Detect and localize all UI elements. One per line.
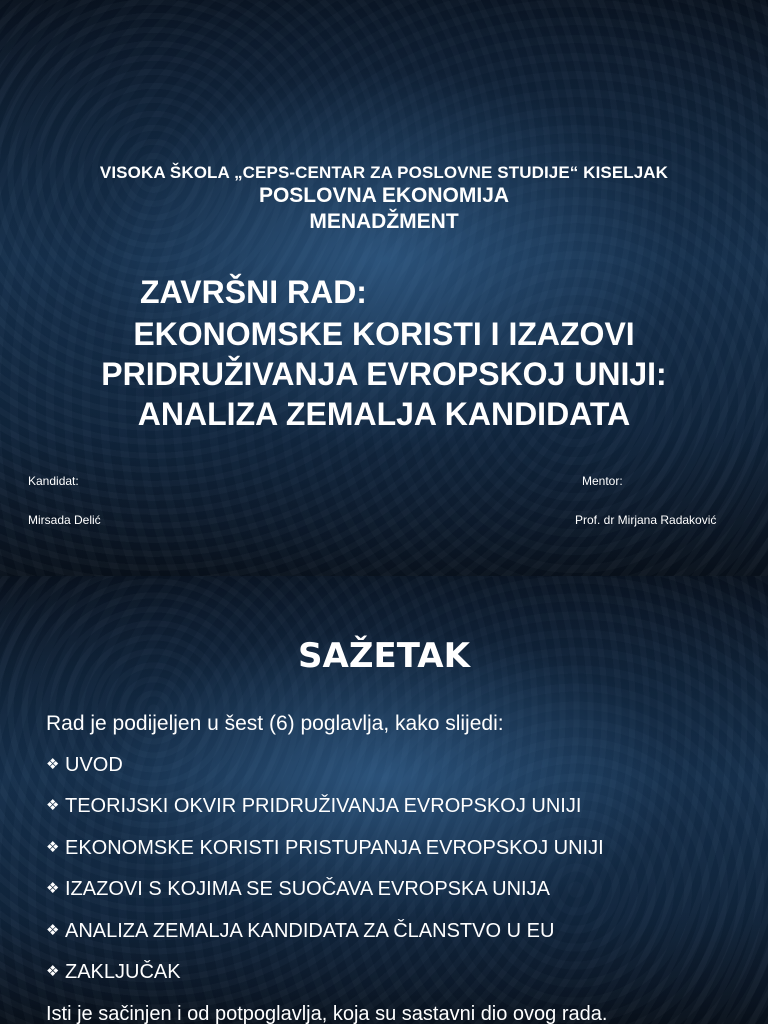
list-item [46,920,604,961]
chapter-label: ANALIZA ZEMALJA KANDIDATA ZA ČLANSTVO U EU [65,919,555,942]
thesis-title-line-1: EKONOMSKE KORISTI I IZAZOVI [133,316,635,352]
mentor-label: Mentor: [582,474,623,488]
summary-title: SAŽETAK [298,636,470,676]
candidate-name: Mirsada Delić [28,513,101,527]
school-name: VISOKA ŠKOLA „CEPS-CENTAR ZA POSLOVNE STUDIJE“ KISELJAK [99,163,669,182]
chapter-label: EKONOMSKE KORISTI PRISTUPANJA EVROPSKOJ UNIJI [65,836,604,859]
diamond-bullet-icon: ❖ [46,755,60,773]
chapter-list [46,754,604,1002]
program-line-1: POSLOVNA EKONOMIJA [258,184,510,207]
list-item [46,837,604,878]
chapter-label: ZAKLJUČAK [65,960,181,983]
chapter-label: TEORIJSKI OKVIR PRIDRUŽIVANJA EVROPSKOJ UNIJI [65,795,582,818]
chapter-label: UVOD [65,754,123,776]
thesis-title-line-3: ANALIZA ZEMALJA KANDIDATA [137,396,631,432]
list-item [46,795,604,836]
summary-slide [0,576,768,1024]
study-program [0,183,768,235]
thesis-title [0,314,768,434]
thesis-label: ZAVRŠNI RAD: [140,274,367,310]
candidate-label: Kandidat: [28,474,79,488]
summary-outro: Isti je sačinjen i od potpoglavlja, koja su sastavni dio ovog rada. [46,1003,608,1024]
diamond-bullet-icon: ❖ [46,879,60,898]
diamond-bullet-icon: ❖ [46,796,60,815]
diamond-bullet-icon: ❖ [46,961,60,980]
mentor-name: Prof. dr Mirjana Radaković [575,513,717,527]
program-line-2: MENADŽMENT [309,210,459,233]
list-item [46,961,604,1002]
chapter-label: IZAZOVI S KOJIMA SE SUOČAVA EVROPSKA UNIJA [65,878,550,901]
list-item [46,754,604,795]
diamond-bullet-icon: ❖ [46,920,60,939]
list-item [46,878,604,919]
summary-intro: Rad je podijeljen u šest (6) poglavlja, kako slijedi: [46,712,504,735]
diamond-bullet-icon: ❖ [46,837,60,856]
thesis-title-line-2: PRIDRUŽIVANJA EVROPSKOJ UNIJI: [101,356,667,392]
